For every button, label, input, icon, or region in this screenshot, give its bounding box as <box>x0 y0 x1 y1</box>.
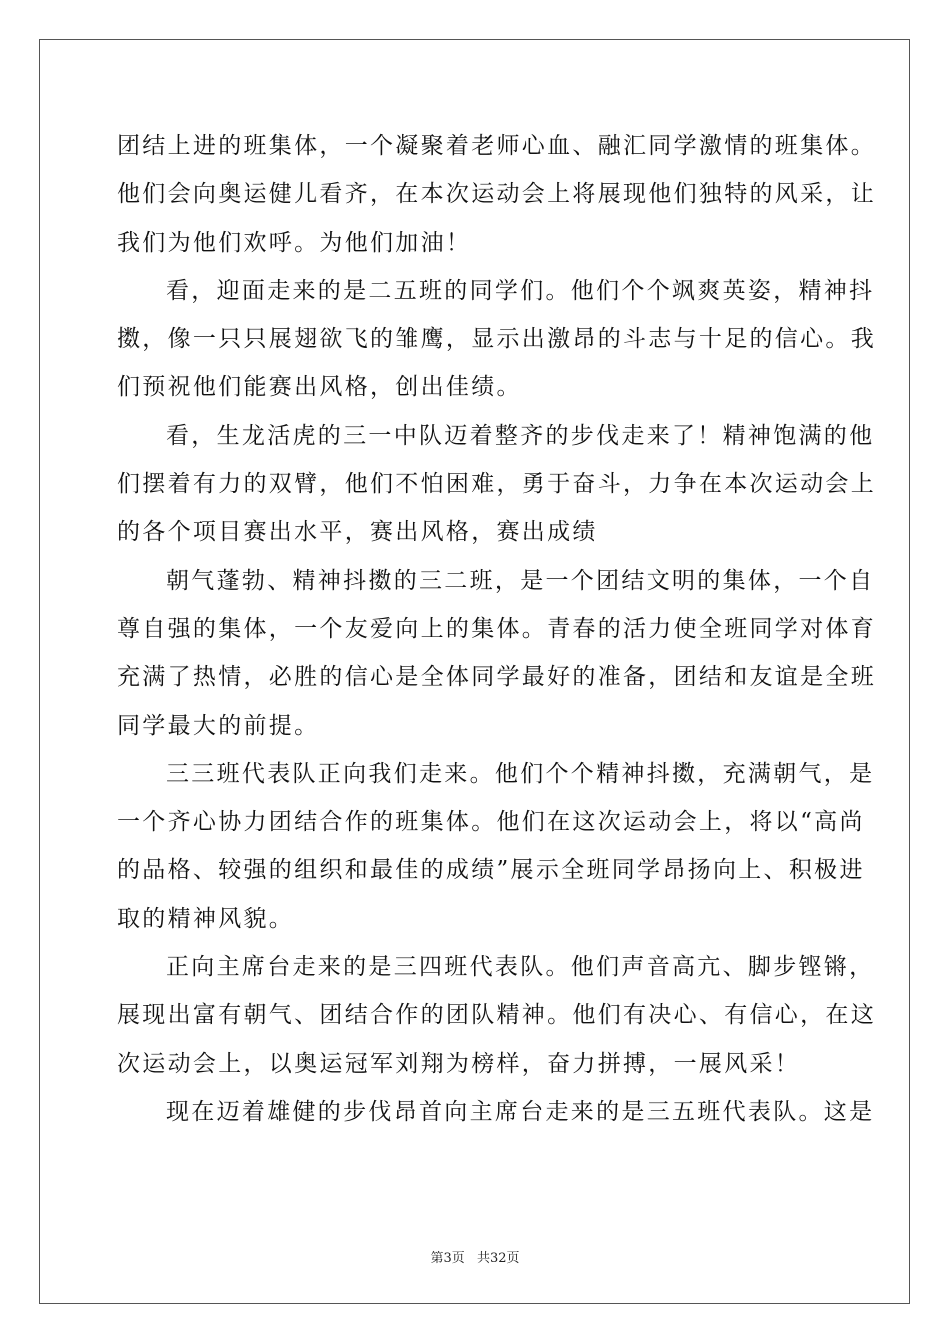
page-number: 第3页 <box>430 1251 465 1266</box>
paragraph-first-line: 三三班代表队正向我们走来。他们个个精神抖擞，充满朝气，是 <box>166 760 875 787</box>
text-line: 一个齐心协力团结合作的班集体。他们在这次运动会上，将以“高尚 <box>117 809 865 836</box>
paragraph-first-line: 看，迎面走来的是二五班的同学们。他们个个飒爽英姿，精神抖 <box>166 277 875 304</box>
document-body <box>117 122 876 1136</box>
text-line: 擞，像一只只展翅欲飞的雏鹰，显示出激昂的斗志与十足的信心。我 <box>117 326 876 353</box>
text-line: 充满了热情，必胜的信心是全体同学最好的准备，团结和友谊是全班 <box>117 664 876 691</box>
text-line: 尊自强的集体，一个友爱向上的集体。青春的活力使全班同学对体育 <box>117 615 876 642</box>
text-line: 展现出富有朝气、团结合作的团队精神。他们有决心、有信心，在这 <box>117 1002 876 1029</box>
paragraph-first-line: 现在迈着雄健的步伐昂首向主席台走来的是三五班代表队。这是 <box>166 1098 875 1125</box>
text-line: 次运动会上，以奥运冠军刘翔为榜样，奋力拼搏，一展风采！ <box>117 1050 801 1077</box>
text-line: 的各个项目赛出水平，赛出风格，赛出成绩 <box>117 519 598 546</box>
text-line: 团结上进的班集体，一个凝聚着老师心血、融汇同学激情的班集体。 <box>117 133 876 159</box>
text-line: 同学最大的前提。 <box>117 712 320 739</box>
page-footer <box>0 1247 950 1266</box>
text-line: 们摆着有力的双臂，他们不怕困难，勇于奋斗，力争在本次运动会上 <box>117 471 876 498</box>
paragraph-first-line: 看，生龙活虎的三一中队迈着整齐的步伐走来了！精神饱满的他 <box>166 422 875 449</box>
text-line: 我们为他们欢呼。为他们加油！ <box>117 229 472 256</box>
text-line: 他们会向奥运健儿看齐，在本次运动会上将展现他们独特的风采，让 <box>117 181 876 208</box>
paragraph-first-line: 朝气蓬勃、精神抖擞的三二班，是一个团结文明的集体，一个自 <box>166 567 875 594</box>
text-line: 们预祝他们能赛出风格，创出佳绩。 <box>117 374 522 401</box>
paragraph-first-line: 正向主席台走来的是三四班代表队。他们声音高亢、脚步铿锵， <box>166 954 875 981</box>
text-line: 的品格、较强的组织和最佳的成绩”展示全班同学昂扬向上、积极进 <box>117 857 865 884</box>
page-total: 共32页 <box>476 1251 520 1266</box>
text-line: 取的精神风貌。 <box>117 905 295 932</box>
